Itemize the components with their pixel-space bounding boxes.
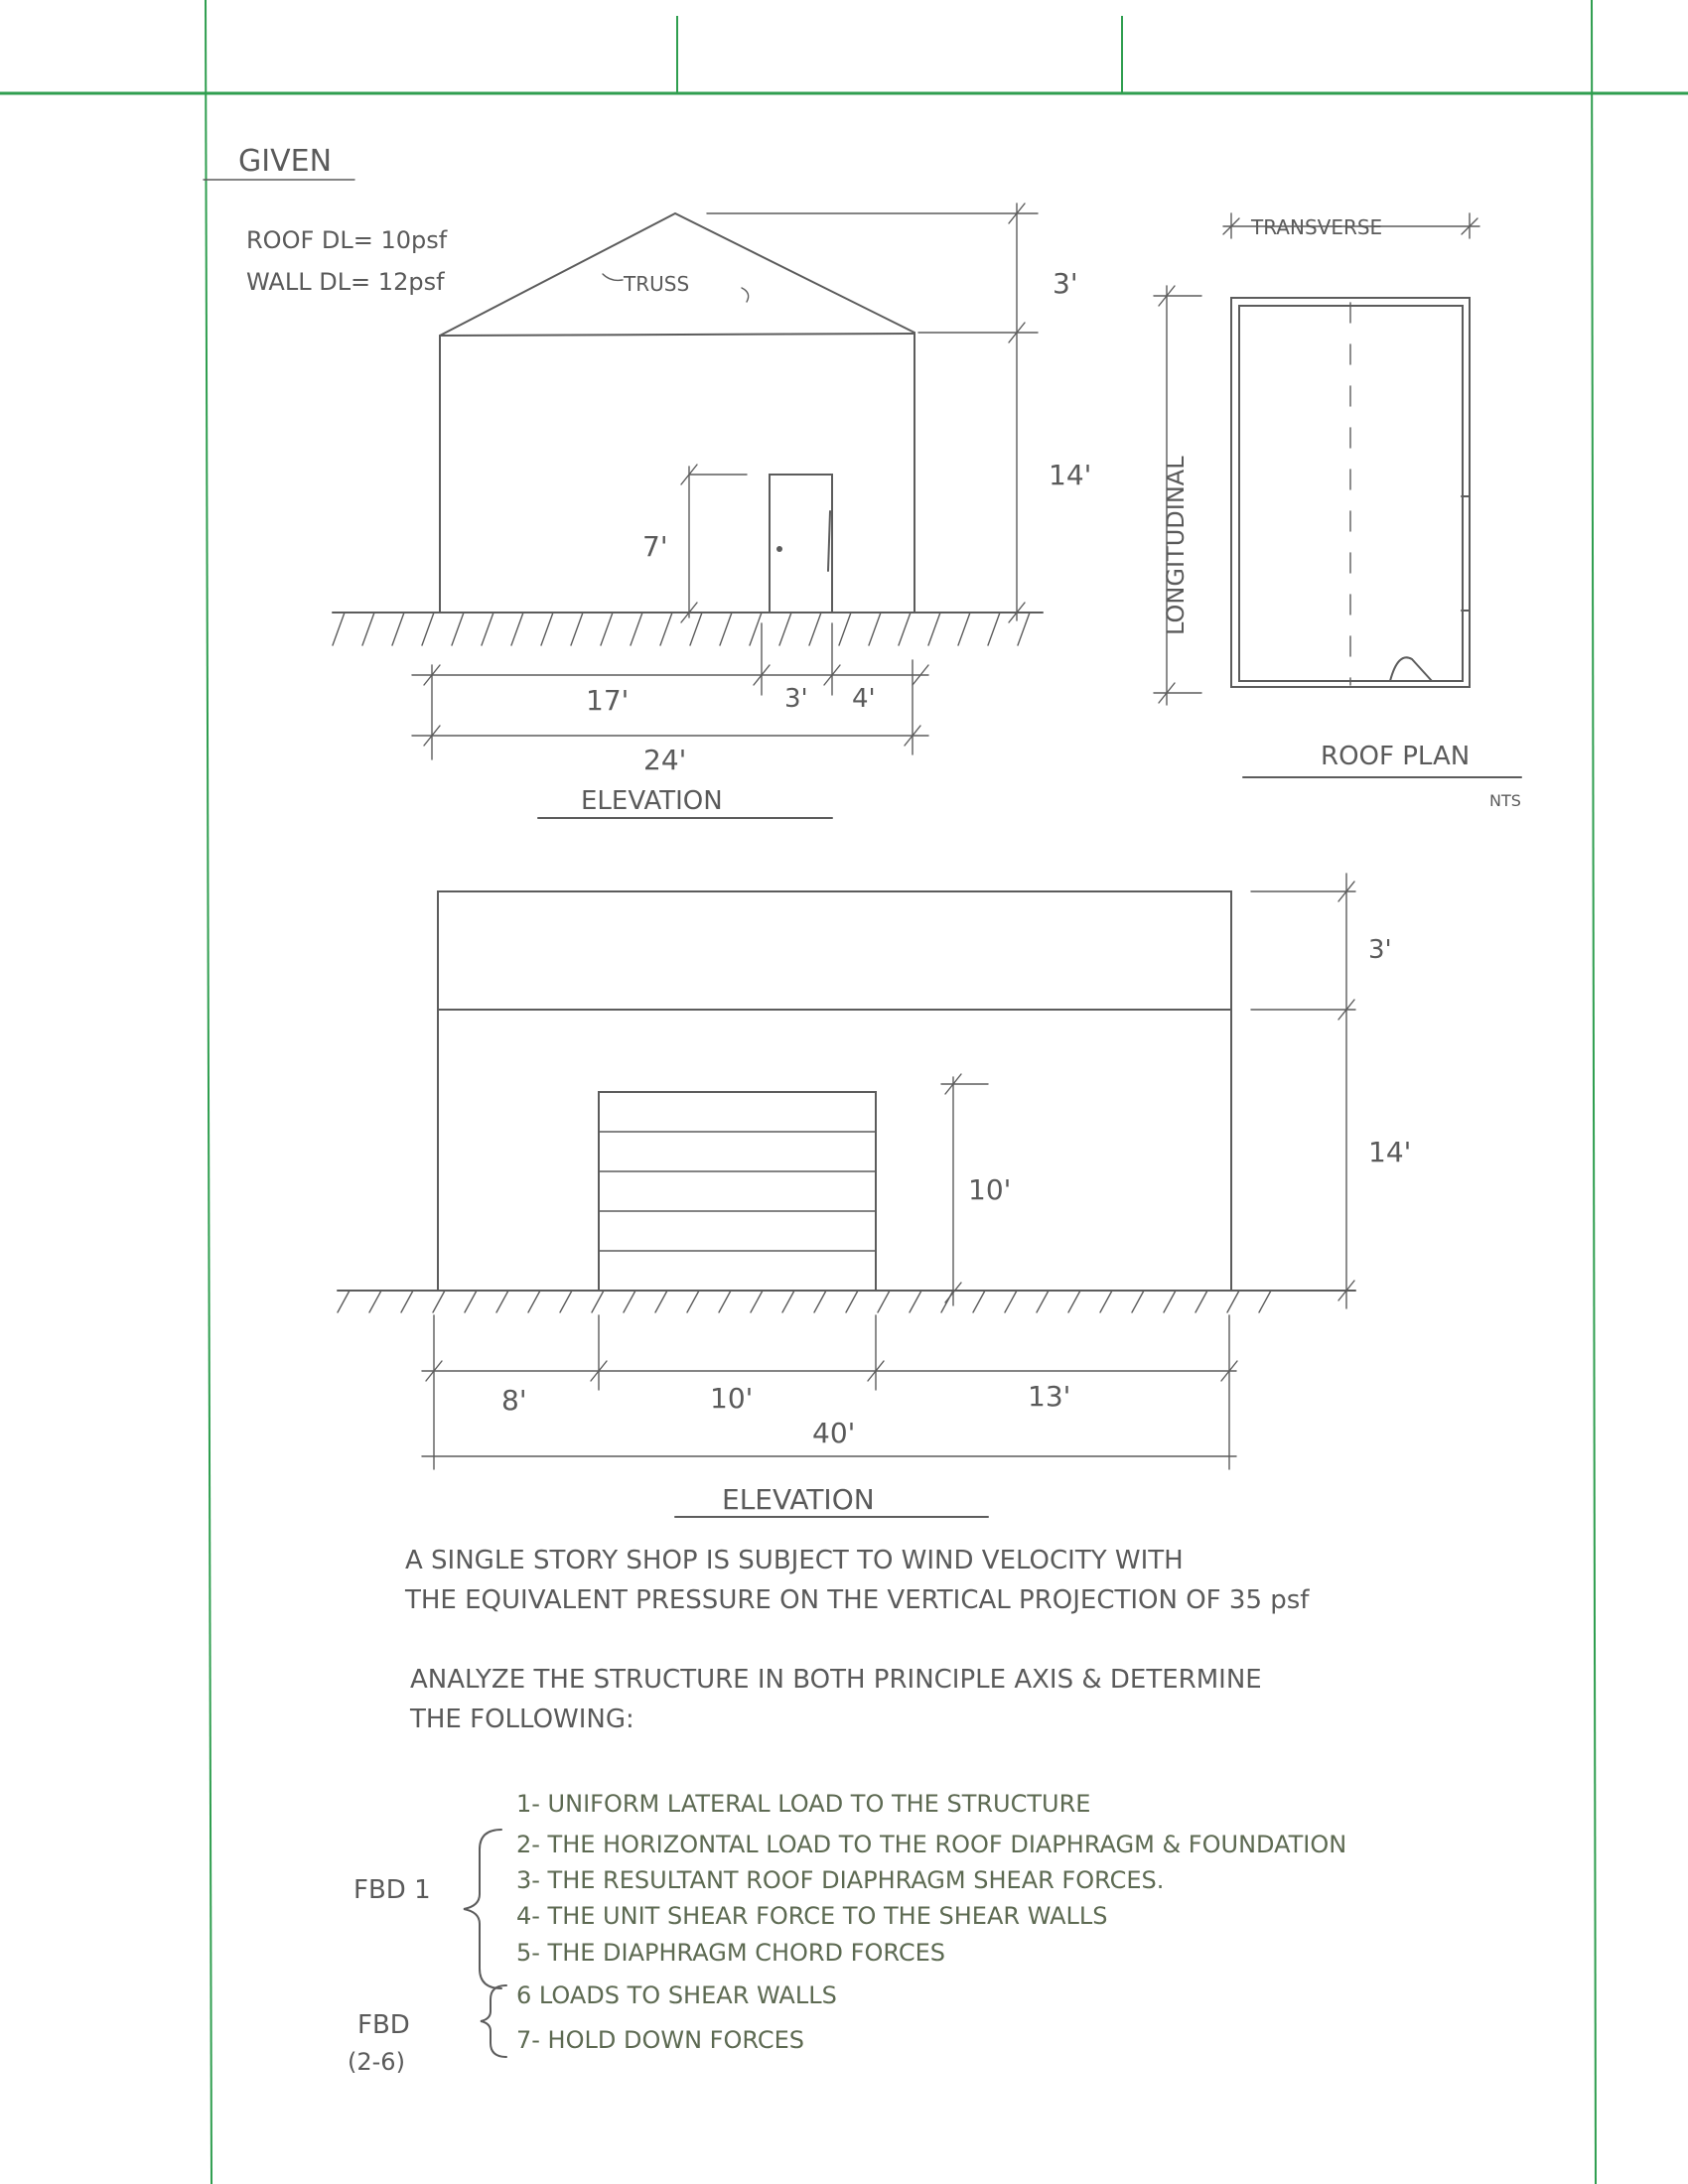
truss-label: TRUSS xyxy=(624,272,690,296)
wall-dead-load: WALL DL= 12psf xyxy=(246,268,445,296)
end-elevation xyxy=(333,204,1091,818)
side-right-width-dim: 13' xyxy=(1028,1380,1071,1413)
roof-plan xyxy=(1154,213,1521,810)
problem-statement xyxy=(404,1546,1310,1734)
task-list xyxy=(348,1790,1346,2076)
end-roof-height-dim: 3' xyxy=(1053,267,1078,300)
scale-note: NTS xyxy=(1489,791,1521,810)
longitudinal-label: LONGITUDINAL xyxy=(1162,456,1190,635)
side-door-width-dim: 10' xyxy=(710,1382,754,1415)
transverse-label: TRANSVERSE xyxy=(1251,215,1383,239)
door-height-dim: 7' xyxy=(642,530,668,563)
side-elevation xyxy=(338,874,1411,1517)
garage-door-height-dim: 10' xyxy=(968,1173,1012,1206)
door-swing-icon xyxy=(1390,657,1432,681)
task-item-5: 5- THE DIAPHRAGM CHORD FORCES xyxy=(516,1939,945,1967)
door-knob-icon xyxy=(776,546,782,552)
side-wall-height-dim: 14' xyxy=(1368,1136,1412,1168)
given-heading: GIVEN xyxy=(238,144,333,179)
side-roof-height-dim: 3' xyxy=(1368,935,1392,965)
end-left-width-dim: 17' xyxy=(586,684,630,717)
fbd2-brace xyxy=(481,1985,506,2057)
fbd2-range: (2-6) xyxy=(348,2048,405,2076)
fbd1-brace xyxy=(464,1830,501,1988)
instruction-line-2: THE FOLLOWING: xyxy=(410,1705,634,1734)
end-elevation-caption: ELEVATION xyxy=(581,786,723,816)
side-left-width-dim: 8' xyxy=(501,1384,527,1417)
roof-dead-load: ROOF DL= 10psf xyxy=(246,226,448,254)
side-elevation-caption: ELEVATION xyxy=(722,1483,875,1516)
instruction-line-1: ANALYZE THE STRUCTURE IN BOTH PRINCIPLE AXIS & DETERMINE xyxy=(410,1665,1262,1695)
task-item-6: 6 LOADS TO SHEAR WALLS xyxy=(516,1981,837,2009)
statement-line-2: THE EQUIVALENT PRESSURE ON THE VERTICAL PROJECTION OF 35 psf xyxy=(405,1585,1310,1615)
side-overall-width-dim: 40' xyxy=(812,1417,856,1449)
task-item-1: 1- UNIFORM LATERAL LOAD TO THE STRUCTURE xyxy=(516,1790,1091,1818)
garage-door-panels xyxy=(599,1132,876,1251)
ground-hatch xyxy=(333,613,1030,645)
task-item-3: 3- THE RESULTANT ROOF DIAPHRAGM SHEAR FORCES. xyxy=(516,1866,1165,1894)
task-item-4: 4- THE UNIT SHEAR FORCE TO THE SHEAR WALLS xyxy=(516,1902,1108,1930)
ground-hatch-side xyxy=(338,1291,1271,1312)
task-item-7: 7- HOLD DOWN FORCES xyxy=(516,2026,804,2054)
end-door-width-dim: 3' xyxy=(784,684,808,714)
fbd2-label: FBD xyxy=(357,2010,410,2040)
statement-line-1: A SINGLE STORY SHOP IS SUBJECT TO WIND VELOCITY WITH xyxy=(405,1546,1184,1575)
end-overall-width-dim: 24' xyxy=(643,744,687,776)
end-right-width-dim: 4' xyxy=(852,684,876,714)
fbd1-label: FBD 1 xyxy=(353,1875,431,1905)
task-item-2: 2- THE HORIZONTAL LOAD TO THE ROOF DIAPHRAGM & FOUNDATION xyxy=(516,1831,1347,1858)
roof-plan-caption: ROOF PLAN xyxy=(1321,742,1471,771)
end-wall-height-dim: 14' xyxy=(1049,459,1092,491)
